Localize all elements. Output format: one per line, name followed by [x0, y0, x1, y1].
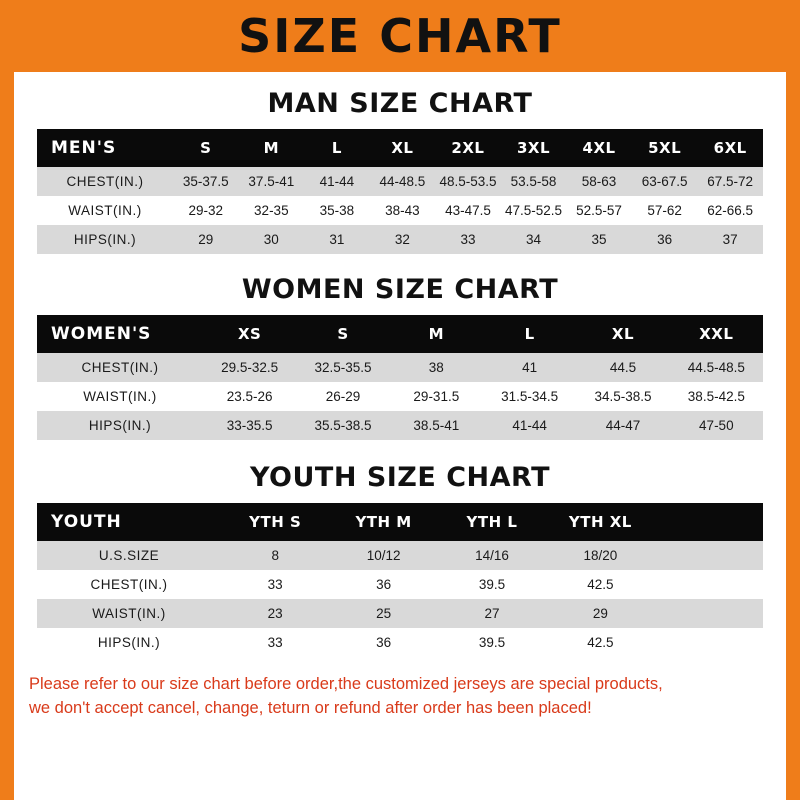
- cell: 41: [483, 353, 576, 382]
- cell: [655, 570, 763, 599]
- cell: 33: [435, 225, 501, 254]
- row-label: HIPS(IN.): [37, 628, 221, 657]
- cell: 35-37.5: [173, 167, 239, 196]
- table-row: [37, 353, 763, 382]
- cell: 38-43: [370, 196, 436, 225]
- cell: [655, 599, 763, 628]
- youth-header-yth-m: YTH M: [329, 503, 437, 541]
- cell: 35-38: [304, 196, 370, 225]
- women-table-body: [37, 353, 763, 440]
- cell: 48.5-53.5: [435, 167, 501, 196]
- cell: [655, 541, 763, 570]
- cell: 8: [221, 541, 329, 570]
- table-row: [37, 570, 763, 599]
- cell: 44-47: [576, 411, 669, 440]
- cell: 31: [304, 225, 370, 254]
- cell: 32-35: [239, 196, 305, 225]
- cell: 39.5: [438, 628, 546, 657]
- footer-note-line-1: Please refer to our size chart before order,the customized jerseys are special products,: [29, 675, 663, 693]
- content: [14, 88, 786, 721]
- man-header-l: L: [304, 129, 370, 167]
- man-header-s: S: [173, 129, 239, 167]
- cell: 52.5-57: [566, 196, 632, 225]
- cell: 29: [173, 225, 239, 254]
- table-header-row: [37, 503, 763, 541]
- man-header-xl: XL: [370, 129, 436, 167]
- cell: 44-48.5: [370, 167, 436, 196]
- cell: 39.5: [438, 570, 546, 599]
- man-header-m: M: [239, 129, 305, 167]
- women-header-m: M: [390, 315, 483, 353]
- row-label: WAIST(IN.): [37, 382, 203, 411]
- cell: 33-35.5: [203, 411, 296, 440]
- man-header-3xl: 3XL: [501, 129, 567, 167]
- women-size-table: [37, 315, 763, 440]
- women-header-l: L: [483, 315, 576, 353]
- cell: 41-44: [483, 411, 576, 440]
- cell: 18/20: [546, 541, 654, 570]
- cell: 30: [239, 225, 305, 254]
- cell: [655, 628, 763, 657]
- banner: [0, 0, 800, 72]
- cell: 10/12: [329, 541, 437, 570]
- cell: 36: [329, 570, 437, 599]
- cell: 57-62: [632, 196, 698, 225]
- man-header-5xl: 5XL: [632, 129, 698, 167]
- cell: 53.5-58: [501, 167, 567, 196]
- table-row: [37, 196, 763, 225]
- cell: 35: [566, 225, 632, 254]
- table-header-row: [37, 315, 763, 353]
- man-header-6xl: 6XL: [697, 129, 763, 167]
- man-size-table: [37, 129, 763, 254]
- youth-table-body: [37, 541, 763, 657]
- row-label: CHEST(IN.): [37, 570, 221, 599]
- cell: 36: [329, 628, 437, 657]
- table-row: [37, 411, 763, 440]
- table-row: [37, 225, 763, 254]
- cell: 34: [501, 225, 567, 254]
- women-table-header: [37, 315, 763, 353]
- cell: 47-50: [670, 411, 763, 440]
- cell: 26-29: [296, 382, 389, 411]
- man-section-title: MAN SIZE CHART: [267, 88, 533, 119]
- cell: 43-47.5: [435, 196, 501, 225]
- cell: 42.5: [546, 570, 654, 599]
- cell: 62-66.5: [697, 196, 763, 225]
- man-header-2xl: 2XL: [435, 129, 501, 167]
- cell: 32.5-35.5: [296, 353, 389, 382]
- youth-header-empty: [655, 503, 763, 541]
- women-header-xs: XS: [203, 315, 296, 353]
- cell: 33: [221, 628, 329, 657]
- cell: 34.5-38.5: [576, 382, 669, 411]
- table-header-row: [37, 129, 763, 167]
- cell: 47.5-52.5: [501, 196, 567, 225]
- cell: 58-63: [566, 167, 632, 196]
- youth-section-title: YOUTH SIZE CHART: [249, 462, 551, 493]
- cell: 29-32: [173, 196, 239, 225]
- cell: 29-31.5: [390, 382, 483, 411]
- cell: 29: [546, 599, 654, 628]
- cell: 42.5: [546, 628, 654, 657]
- youth-header-yth-l: YTH L: [438, 503, 546, 541]
- cell: 23: [221, 599, 329, 628]
- cell: 44.5: [576, 353, 669, 382]
- table-row: [37, 382, 763, 411]
- cell: 41-44: [304, 167, 370, 196]
- youth-header-yth-xl: YTH XL: [546, 503, 654, 541]
- cell: 36: [632, 225, 698, 254]
- cell: 27: [438, 599, 546, 628]
- cell: 38.5-41: [390, 411, 483, 440]
- row-label: HIPS(IN.): [37, 225, 173, 254]
- cell: 31.5-34.5: [483, 382, 576, 411]
- table-row: [37, 599, 763, 628]
- cell: 32: [370, 225, 436, 254]
- table-row: [37, 628, 763, 657]
- cell: 29.5-32.5: [203, 353, 296, 382]
- youth-size-table: [37, 503, 763, 657]
- cell: 33: [221, 570, 329, 599]
- women-section-title: WOMEN SIZE CHART: [241, 274, 559, 305]
- cell: 38: [390, 353, 483, 382]
- cell: 25: [329, 599, 437, 628]
- man-table-body: [37, 167, 763, 254]
- women-header-xl: XL: [576, 315, 669, 353]
- women-header-label: WOMEN'S: [37, 315, 203, 353]
- cell: 44.5-48.5: [670, 353, 763, 382]
- man-header-4xl: 4XL: [566, 129, 632, 167]
- man-table-header: [37, 129, 763, 167]
- women-header-s: S: [296, 315, 389, 353]
- cell: 67.5-72: [697, 167, 763, 196]
- footer-note-line-2: we don't accept cancel, change, teturn or refund after order has been placed!: [29, 698, 592, 717]
- row-label: CHEST(IN.): [37, 167, 173, 196]
- row-label: CHEST(IN.): [37, 353, 203, 382]
- women-header-xxl: XXL: [670, 315, 763, 353]
- row-label: U.S.SIZE: [37, 541, 221, 570]
- row-label: HIPS(IN.): [37, 411, 203, 440]
- row-label: WAIST(IN.): [37, 599, 221, 628]
- cell: 35.5-38.5: [296, 411, 389, 440]
- cell: 23.5-26: [203, 382, 296, 411]
- cell: 38.5-42.5: [670, 382, 763, 411]
- row-label: WAIST(IN.): [37, 196, 173, 225]
- youth-table-header: [37, 503, 763, 541]
- cell: 37.5-41: [239, 167, 305, 196]
- youth-header-label: YOUTH: [37, 503, 221, 541]
- table-row: [37, 541, 763, 570]
- cell: 63-67.5: [632, 167, 698, 196]
- cell: 37: [697, 225, 763, 254]
- footer-note: [29, 673, 771, 721]
- cell: 14/16: [438, 541, 546, 570]
- page-title: SIZE CHART: [238, 9, 562, 63]
- table-row: [37, 167, 763, 196]
- man-header-label: MEN'S: [37, 129, 173, 167]
- youth-header-yth-s: YTH S: [221, 503, 329, 541]
